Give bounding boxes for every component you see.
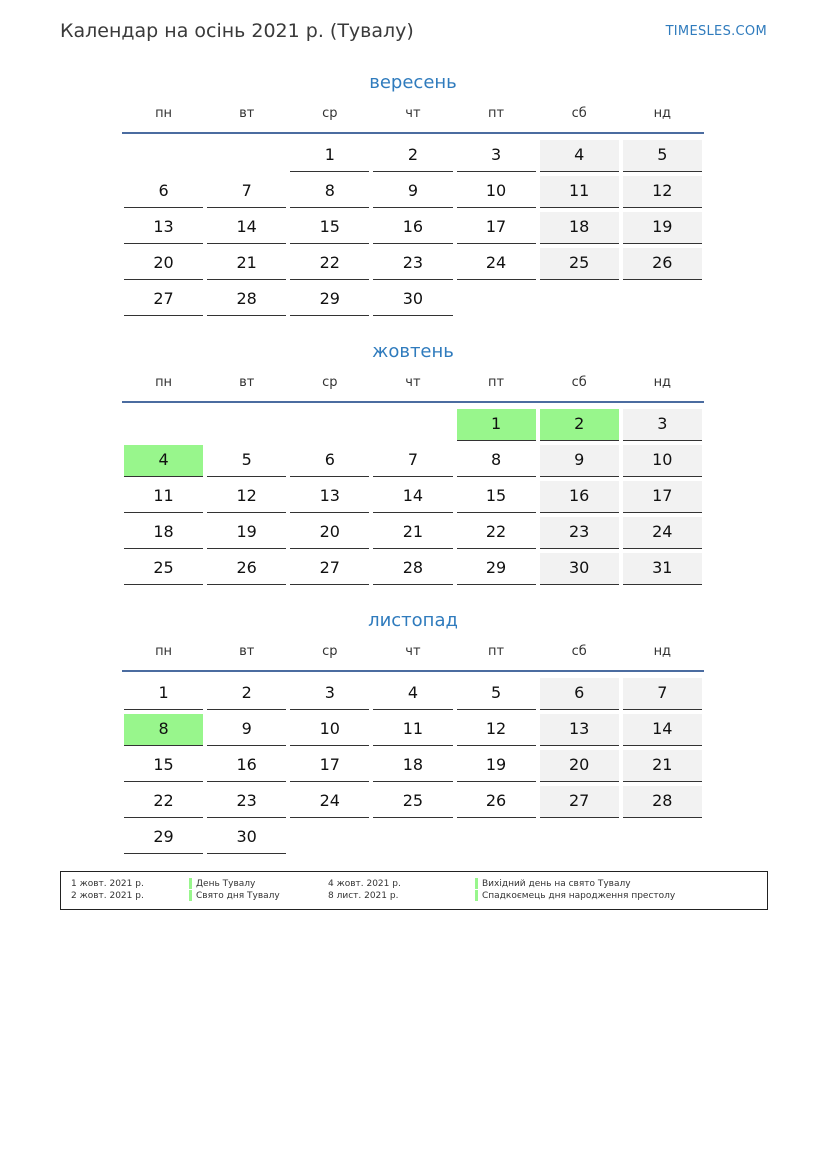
day-cell (538, 407, 621, 443)
day-cell (288, 138, 371, 174)
day-cell (371, 246, 454, 282)
day-number: 22 (457, 517, 536, 549)
empty-day-cell (122, 138, 205, 174)
day-cell (455, 174, 538, 210)
weekday-label: ср (322, 644, 338, 659)
day-number: 19 (623, 212, 702, 244)
day-number: 5 (457, 678, 536, 710)
day-cell (455, 551, 538, 587)
day-cell (455, 712, 538, 748)
day-number: 13 (124, 212, 203, 244)
day-cell (371, 515, 454, 551)
legend-date: 2 жовт. 2021 р. (71, 891, 144, 901)
day-number: 9 (373, 176, 452, 208)
day-number: 9 (207, 714, 286, 746)
day-number: 29 (124, 822, 203, 854)
day-number: 6 (124, 176, 203, 208)
day-number: 12 (623, 176, 702, 208)
day-cell (621, 784, 704, 820)
empty-day-cell (205, 138, 288, 174)
day-cell (621, 515, 704, 551)
day-number: 13 (540, 714, 619, 746)
day-number: 4 (540, 140, 619, 172)
day-number: 2 (373, 140, 452, 172)
day-number: 15 (124, 750, 203, 782)
day-cell (538, 748, 621, 784)
day-cell (122, 443, 205, 479)
holiday-color-marker (189, 890, 192, 901)
day-cell (122, 515, 205, 551)
day-cell (122, 748, 205, 784)
day-cell (621, 138, 704, 174)
day-cell (538, 712, 621, 748)
day-number: 17 (290, 750, 369, 782)
legend-date: 4 жовт. 2021 р. (328, 879, 401, 889)
weekday-label: пт (488, 106, 505, 121)
weekday-label: пн (155, 106, 173, 121)
day-cell (455, 246, 538, 282)
day-cell (288, 676, 371, 712)
day-cell (455, 443, 538, 479)
weekday-label: вт (239, 375, 255, 390)
empty-day-cell (371, 407, 454, 443)
brand-link[interactable]: TIMESLES.COM (665, 24, 767, 39)
month-title: жовтень (372, 341, 454, 362)
day-cell (455, 210, 538, 246)
day-number: 1 (290, 140, 369, 172)
day-number: 19 (457, 750, 536, 782)
weekday-label: пт (488, 644, 505, 659)
day-cell (205, 282, 288, 318)
day-cell (288, 174, 371, 210)
weekday-label: сб (571, 106, 587, 121)
day-cell (371, 676, 454, 712)
day-cell (122, 676, 205, 712)
day-number: 21 (623, 750, 702, 782)
day-cell (205, 246, 288, 282)
day-cell (122, 246, 205, 282)
day-cell (205, 443, 288, 479)
weekday-label: нд (653, 375, 672, 390)
day-number: 14 (623, 714, 702, 746)
weekday-header (122, 104, 704, 134)
day-cell (621, 174, 704, 210)
day-number: 2 (540, 409, 619, 441)
day-number: 12 (207, 481, 286, 513)
day-cell (371, 282, 454, 318)
day-number: 4 (124, 445, 203, 477)
day-number: 26 (457, 786, 536, 818)
day-number: 8 (124, 714, 203, 746)
legend-holiday (189, 890, 280, 902)
day-number: 7 (207, 176, 286, 208)
day-cell (288, 515, 371, 551)
day-cell (288, 210, 371, 246)
day-cell (205, 748, 288, 784)
day-cell (122, 712, 205, 748)
day-number: 25 (373, 786, 452, 818)
day-number: 24 (290, 786, 369, 818)
day-number: 17 (623, 481, 702, 513)
day-cell (371, 479, 454, 515)
day-number: 28 (207, 284, 286, 316)
day-number: 30 (207, 822, 286, 854)
day-number: 18 (373, 750, 452, 782)
day-cell (371, 138, 454, 174)
day-number: 15 (457, 481, 536, 513)
day-number: 21 (373, 517, 452, 549)
day-number: 7 (623, 678, 702, 710)
weekday-label: чт (405, 106, 421, 121)
day-cell (538, 174, 621, 210)
day-number: 11 (540, 176, 619, 208)
day-number: 3 (623, 409, 702, 441)
day-cell (621, 407, 704, 443)
day-number: 20 (124, 248, 203, 280)
day-number: 7 (373, 445, 452, 477)
day-number: 19 (207, 517, 286, 549)
day-number: 11 (373, 714, 452, 746)
day-cell (621, 712, 704, 748)
day-cell (205, 210, 288, 246)
weekday-label: вт (239, 106, 255, 121)
day-number: 14 (207, 212, 286, 244)
day-number: 6 (540, 678, 619, 710)
day-grid (122, 407, 704, 587)
day-number: 10 (457, 176, 536, 208)
legend-names-col-2 (475, 878, 675, 902)
day-cell (455, 138, 538, 174)
day-cell (288, 784, 371, 820)
legend-holiday-name: День Тувалу (196, 879, 256, 889)
day-cell (455, 479, 538, 515)
day-cell (538, 676, 621, 712)
day-number: 16 (373, 212, 452, 244)
day-number: 16 (540, 481, 619, 513)
day-number: 1 (124, 678, 203, 710)
day-cell (371, 748, 454, 784)
legend-date: 8 лист. 2021 р. (328, 891, 399, 901)
legend-holiday-name: Вихідний день на свято Тувалу (482, 879, 631, 889)
day-cell (455, 748, 538, 784)
day-cell (621, 210, 704, 246)
day-cell (538, 443, 621, 479)
day-cell (621, 479, 704, 515)
day-number: 10 (623, 445, 702, 477)
day-number: 17 (457, 212, 536, 244)
day-cell (122, 784, 205, 820)
day-number: 31 (623, 553, 702, 585)
day-cell (205, 784, 288, 820)
day-cell (205, 676, 288, 712)
day-number: 21 (207, 248, 286, 280)
day-number: 3 (457, 140, 536, 172)
day-number: 24 (623, 517, 702, 549)
day-cell (538, 246, 621, 282)
weekday-header (122, 642, 704, 672)
day-cell (538, 551, 621, 587)
weekday-label: пт (488, 375, 505, 390)
day-number: 26 (623, 248, 702, 280)
month-title: вересень (369, 72, 457, 93)
day-number: 16 (207, 750, 286, 782)
holiday-color-marker (189, 878, 192, 889)
day-number: 25 (540, 248, 619, 280)
day-number: 23 (207, 786, 286, 818)
holiday-color-marker (475, 890, 478, 901)
day-grid (122, 676, 704, 856)
empty-day-cell (205, 407, 288, 443)
day-number: 5 (207, 445, 286, 477)
day-number: 15 (290, 212, 369, 244)
month-october (122, 339, 704, 587)
month-september (122, 70, 704, 318)
weekday-label: ср (322, 106, 338, 121)
day-number: 29 (457, 553, 536, 585)
day-number: 10 (290, 714, 369, 746)
day-cell (371, 784, 454, 820)
day-number: 14 (373, 481, 452, 513)
day-cell (371, 551, 454, 587)
weekday-label: чт (405, 644, 421, 659)
day-cell (538, 515, 621, 551)
day-number: 18 (540, 212, 619, 244)
day-cell (122, 174, 205, 210)
day-cell (205, 551, 288, 587)
day-cell (455, 407, 538, 443)
day-number: 25 (124, 553, 203, 585)
empty-day-cell (122, 407, 205, 443)
day-cell (538, 210, 621, 246)
weekday-label: нд (653, 644, 672, 659)
day-cell (621, 246, 704, 282)
day-cell (122, 282, 205, 318)
month-title: листопад (368, 610, 458, 631)
day-cell (122, 479, 205, 515)
legend-holiday (475, 878, 675, 890)
legend-holiday (475, 890, 675, 902)
weekday-label: нд (653, 106, 672, 121)
day-number: 20 (540, 750, 619, 782)
weekday-label: вт (239, 644, 255, 659)
legend-dates-col-1 (71, 878, 144, 902)
day-cell (621, 551, 704, 587)
day-number: 27 (124, 284, 203, 316)
page-title: Календар на осінь 2021 р. (Тувалу) (60, 20, 414, 42)
day-cell (621, 748, 704, 784)
legend-date: 1 жовт. 2021 р. (71, 879, 144, 889)
day-cell (122, 820, 205, 856)
day-cell (455, 676, 538, 712)
weekday-label: ср (322, 375, 338, 390)
day-cell (371, 174, 454, 210)
day-number: 28 (373, 553, 452, 585)
day-number: 22 (290, 248, 369, 280)
day-number: 6 (290, 445, 369, 477)
day-number: 3 (290, 678, 369, 710)
day-cell (371, 443, 454, 479)
day-cell (205, 479, 288, 515)
day-number: 27 (540, 786, 619, 818)
month-november (122, 608, 704, 856)
weekday-label: пн (155, 644, 173, 659)
weekday-header (122, 373, 704, 403)
holiday-legend (60, 871, 768, 910)
day-number: 13 (290, 481, 369, 513)
day-number: 8 (290, 176, 369, 208)
day-cell (288, 551, 371, 587)
day-number: 20 (290, 517, 369, 549)
legend-names-col-1 (189, 878, 280, 902)
day-cell (288, 246, 371, 282)
day-cell (538, 138, 621, 174)
day-number: 2 (207, 678, 286, 710)
day-number: 11 (124, 481, 203, 513)
day-number: 18 (124, 517, 203, 549)
day-cell (122, 551, 205, 587)
weekday-label: пн (155, 375, 173, 390)
empty-day-cell (288, 407, 371, 443)
day-number: 23 (540, 517, 619, 549)
day-cell (122, 210, 205, 246)
weekday-label: сб (571, 375, 587, 390)
day-cell (288, 748, 371, 784)
day-number: 12 (457, 714, 536, 746)
day-cell (205, 174, 288, 210)
weekday-label: сб (571, 644, 587, 659)
day-number: 30 (540, 553, 619, 585)
day-grid (122, 138, 704, 318)
day-number: 24 (457, 248, 536, 280)
legend-holiday-name: Свято дня Тувалу (196, 891, 280, 901)
legend-holiday (189, 878, 280, 890)
day-cell (205, 820, 288, 856)
day-cell (538, 479, 621, 515)
day-number: 28 (623, 786, 702, 818)
day-cell (455, 515, 538, 551)
day-cell (371, 712, 454, 748)
day-cell (288, 282, 371, 318)
day-cell (288, 443, 371, 479)
day-number: 23 (373, 248, 452, 280)
day-cell (538, 784, 621, 820)
day-cell (288, 712, 371, 748)
day-cell (621, 676, 704, 712)
day-cell (621, 443, 704, 479)
day-number: 9 (540, 445, 619, 477)
day-number: 5 (623, 140, 702, 172)
day-number: 30 (373, 284, 452, 316)
holiday-color-marker (475, 878, 478, 889)
day-number: 4 (373, 678, 452, 710)
day-cell (288, 479, 371, 515)
day-cell (205, 515, 288, 551)
day-number: 22 (124, 786, 203, 818)
day-number: 8 (457, 445, 536, 477)
weekday-label: чт (405, 375, 421, 390)
day-number: 26 (207, 553, 286, 585)
day-number: 1 (457, 409, 536, 441)
day-cell (371, 210, 454, 246)
legend-dates-col-2 (328, 878, 401, 902)
day-cell (455, 784, 538, 820)
legend-holiday-name: Спадкоємець дня народження престолу (482, 891, 676, 901)
day-number: 27 (290, 553, 369, 585)
day-cell (205, 712, 288, 748)
day-number: 29 (290, 284, 369, 316)
